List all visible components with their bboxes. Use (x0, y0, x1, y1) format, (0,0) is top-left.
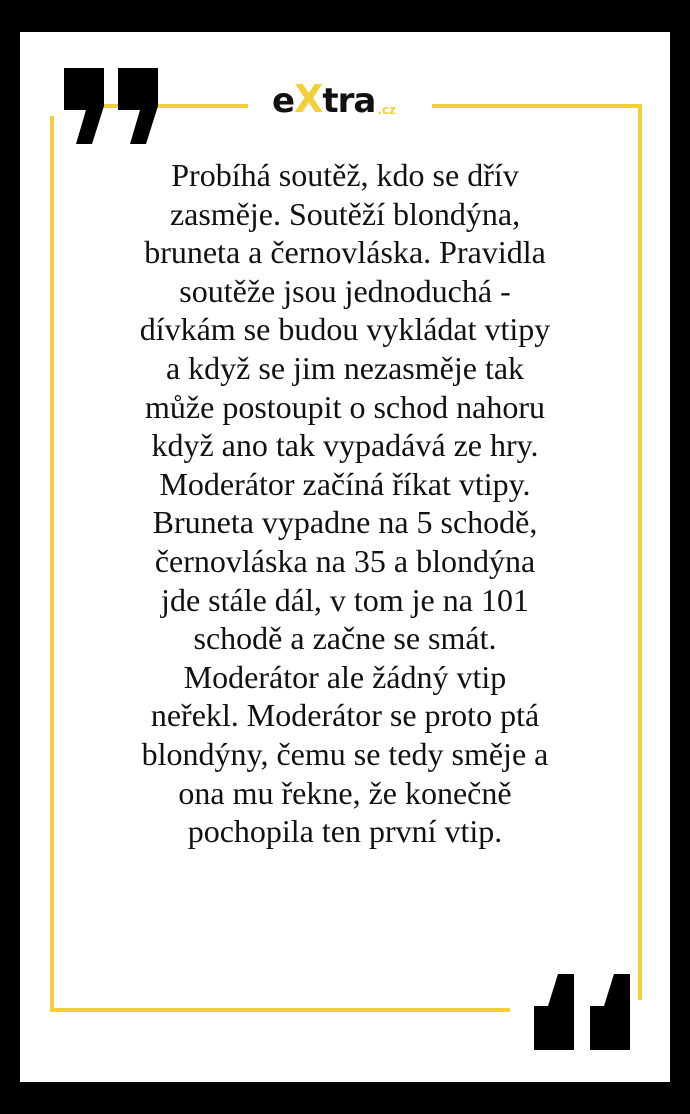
joke-line: blondýny, čemu se tedy směje a (141, 735, 549, 772)
joke-line: Moderátor ale žádný vtip (183, 658, 507, 695)
joke-line: Probíhá soutěž, kdo se dřív (171, 157, 519, 193)
joke-line: a když se jim nezasměje tak (165, 349, 525, 386)
logo-e: e (272, 81, 295, 121)
joke-line: černovláska na 35 a blondýna (154, 542, 536, 579)
opening-quotation-marks-icon (532, 972, 632, 1052)
joke-line: ona mu řekne, že konečně (178, 774, 512, 811)
joke-line: Moderátor začíná říkat vtipy. (159, 465, 531, 502)
joke-text (70, 156, 620, 851)
joke-line: může postoupit o schod nahoru (145, 388, 545, 425)
joke-line: Bruneta vypadne na 5 schodě, (152, 504, 538, 541)
joke-line: dívkám se budou vykládat vtipy (139, 311, 551, 348)
logo-x: X (294, 77, 323, 121)
closing-quotation-marks-icon (62, 66, 162, 146)
joke-line: bruneta a černovláska. Pravidla (144, 234, 546, 271)
joke-line: schodě a začne se smát. (193, 620, 497, 657)
joke-line: zasměje. Soutěží blondýna, (169, 195, 521, 232)
logo-tra: tra (322, 81, 376, 121)
extra-cz-logo (272, 77, 422, 121)
joke-line: soutěže jsou jednoduchá - (179, 272, 511, 309)
joke-line: pochopila ten první vtip. (187, 813, 503, 850)
logo-cz: .cz (377, 103, 396, 117)
joke-line: neřekl. Moderátor se proto ptá (150, 697, 540, 734)
joke-line: jde stále dál, v tom je na 101 (161, 581, 529, 618)
joke-line: když ano tak vypadává ze hry. (151, 427, 539, 464)
